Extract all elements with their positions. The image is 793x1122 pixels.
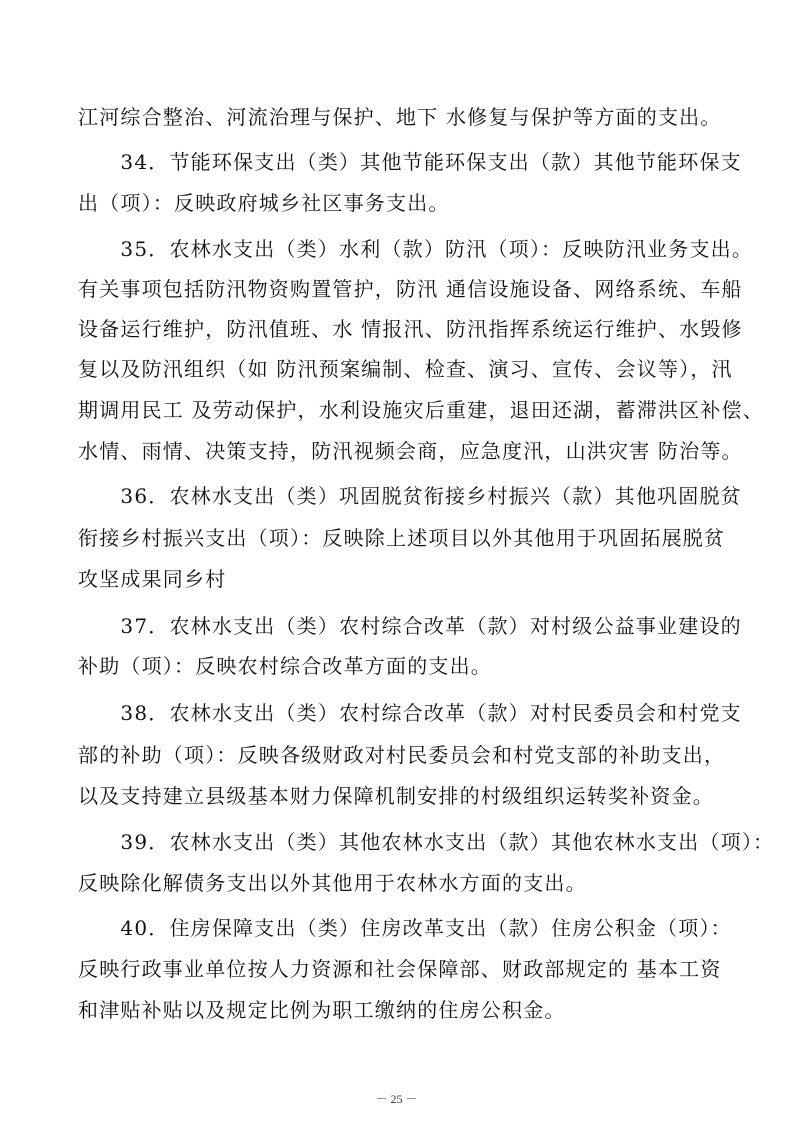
text-line: 期调用民工 及劳动保护，水利设施灾后重建，退田还湖，蓄滞洪区补偿、	[78, 398, 764, 422]
text-line: 衔接乡村振兴支出（项）：反映除上述项目以外其他用于巩固拓展脱贫	[78, 526, 726, 550]
text-line: 40．住房保障支出（类）住房改革支出（款）住房公积金（项）：	[78, 916, 732, 940]
text-line: 补助（项）：反映农村综合改革方面的支出。	[78, 654, 492, 678]
text-line: 有关事项包括防汛物资购置管护，防汛 通信设施设备、网络系统、车船	[78, 277, 743, 301]
text-line: 攻坚成果同乡村	[78, 567, 227, 591]
text-line: 设备运行维护，防汛值班、水 情报汛、防汛指挥系统运行维护、水毁修	[78, 317, 743, 341]
text-line: 34．节能环保支出（类）其他节能环保支出（款）其他节能环保支	[78, 150, 742, 174]
text-line: 反映除化解债务支出以外其他用于农林水方面的支出。	[78, 871, 587, 895]
text-line: 38．农林水支出（类）农村综合改革（款）对村民委员会和村党支	[78, 701, 742, 725]
text-line: 36．农林水支出（类）巩固脱贫衔接乡村振兴（款）其他巩固脱贫	[78, 484, 742, 508]
text-line: 复以及防汛组织（如 防汛预案编制、检查、演习、宣传、会议等），汛	[78, 357, 733, 381]
text-line: 39．农林水支出（类）其他农林水支出（款）其他农林水支出（项）：	[78, 830, 775, 854]
text-line: 37．农林水支出（类）农村综合改革（款）对村级公益事业建设的	[78, 614, 742, 638]
text-line: 反映行政事业单位按人力资源和社会保障部、财政部规定的 基本工资	[78, 957, 722, 981]
text-line: 和津贴补贴以及规定比例为职工缴纳的住房公积金。	[78, 998, 566, 1022]
text-line: 35．农林水支出（类）水利（款）防汛（项）：反映防汛业务支出。	[78, 237, 754, 261]
text-line: 水情、雨情、决策支持，防汛视频会商，应急度汛，山洪灾害 防治等。	[78, 439, 743, 463]
page-number: － 25 －	[375, 1092, 418, 1106]
text-line: 出（项）：反映政府城乡社区事务支出。	[78, 191, 450, 215]
text-line: 部的补助（项）：反映各级财政对村民委员会和村党支部的补助支出，	[78, 743, 726, 767]
text-line: 江河综合整治、河流治理与保护、地下 水修复与保护等方面的支出。	[78, 105, 722, 129]
text-line: 以及支持建立县级基本财力保障机制安排的村级组织运转奖补资金。	[78, 784, 714, 808]
